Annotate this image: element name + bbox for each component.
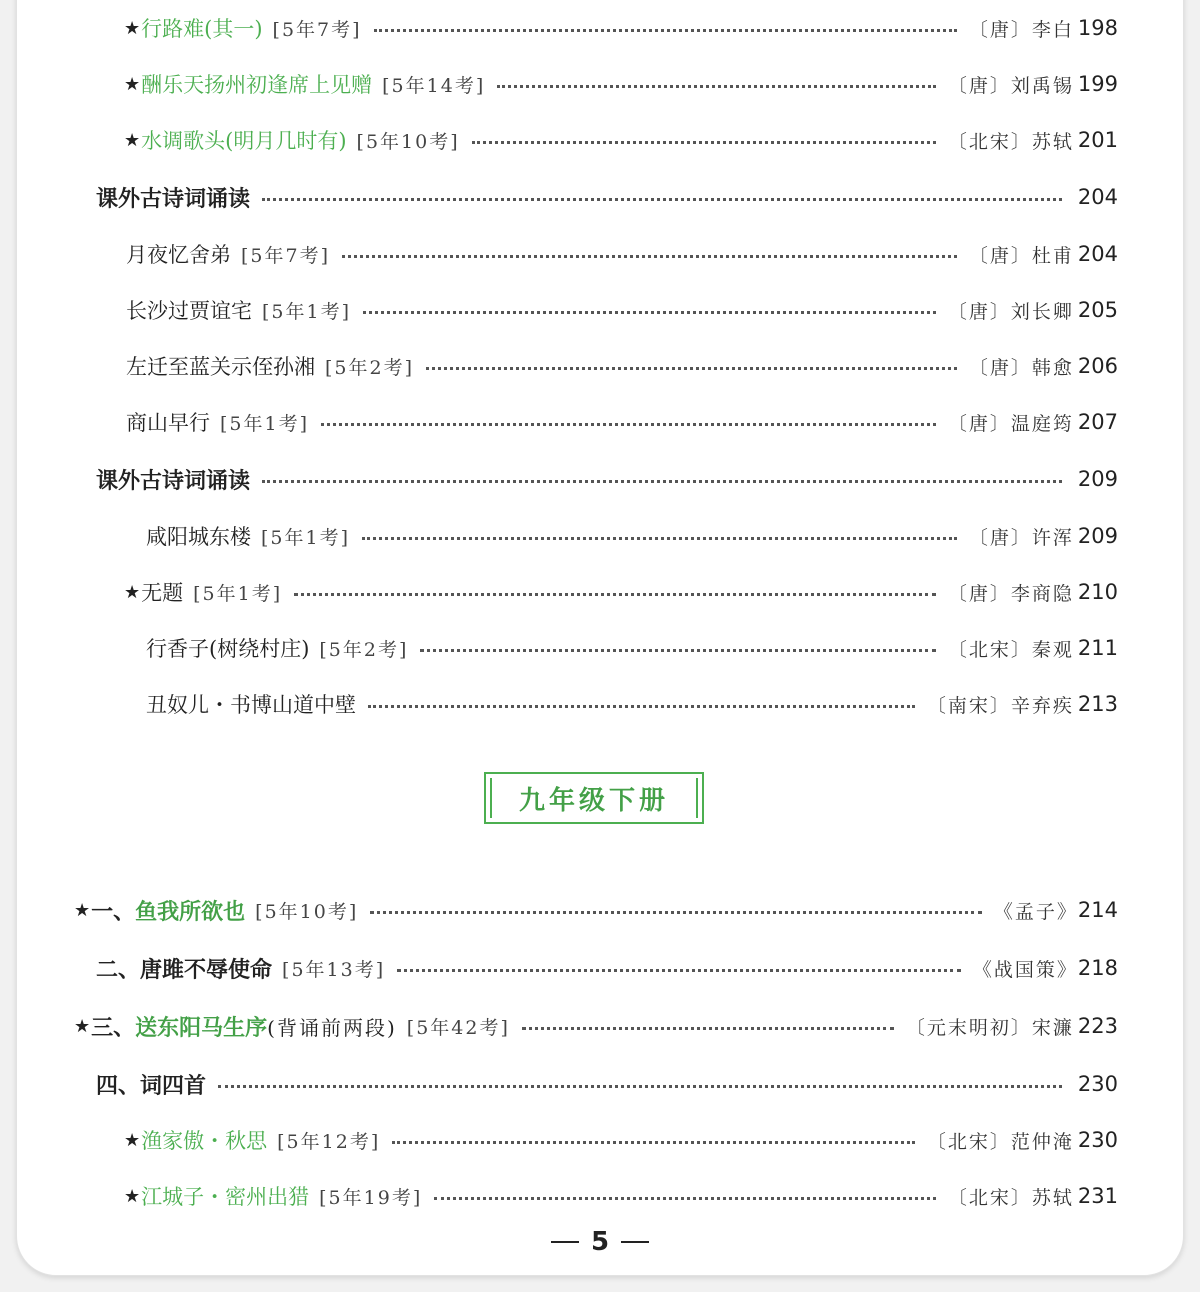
toc-entry[interactable] — [0, 348, 1200, 384]
toc-entry[interactable] — [0, 404, 1200, 440]
entry-author: 《战国策》 — [972, 958, 1078, 981]
entry-subtitle: (背诵前两段) — [267, 1015, 397, 1040]
leader-dots — [218, 1085, 1062, 1088]
star-icon: ★ — [74, 1015, 91, 1037]
toc-entry[interactable] — [0, 630, 1200, 666]
leader-dots — [262, 480, 1062, 483]
entry-title: 送东阳马生序 — [135, 1015, 268, 1041]
entry-title: 长沙过贾谊宅 — [126, 299, 252, 323]
entry-author: 《孟子》 — [993, 900, 1078, 923]
star-icon: ★ — [124, 1129, 141, 1151]
entry-page: 198 — [1077, 16, 1118, 40]
page-footer — [0, 1222, 1200, 1262]
lesson-number: 一、 — [91, 899, 136, 925]
entry-page: 207 — [1077, 410, 1118, 434]
toc-entry[interactable] — [0, 950, 1200, 986]
toc-entry[interactable] — [0, 10, 1200, 46]
leader-dots — [370, 911, 982, 914]
star-icon: ★ — [124, 1185, 141, 1207]
lesson-number: 二、 — [96, 957, 141, 983]
entry-author: 〔北宋〕秦观 — [947, 638, 1074, 661]
leader-dots — [294, 593, 936, 596]
entry-page: 199 — [1077, 72, 1118, 96]
entry-page: 206 — [1077, 354, 1118, 378]
lesson-number: 三、 — [91, 1015, 136, 1041]
entry-title: 水调歌头(明月几时有) — [141, 129, 347, 153]
exam-count: [5年2考] — [325, 356, 415, 379]
entry-title: 商山早行 — [126, 411, 210, 435]
exam-count: [5年1考] — [262, 300, 352, 323]
star-icon: ★ — [124, 581, 141, 603]
entry-author: 〔唐〕韩愈 — [968, 356, 1074, 379]
toc-entry[interactable] — [0, 1122, 1200, 1158]
toc-heading[interactable] — [0, 461, 1200, 497]
star-icon: ★ — [124, 129, 141, 151]
entry-page: 205 — [1077, 298, 1118, 322]
section-heading-title: 课外古诗词诵读 — [96, 468, 251, 494]
toc-entry[interactable] — [0, 574, 1200, 610]
entry-author: 〔北宋〕范仲淹 — [926, 1130, 1074, 1153]
leader-dots — [434, 1197, 936, 1200]
leader-dots — [374, 29, 957, 32]
footer-page-number: 5 — [590, 1227, 610, 1257]
exam-count: [5年7考] — [241, 244, 331, 267]
entry-author: 〔北宋〕苏轼 — [947, 130, 1074, 153]
entry-author: 〔南宋〕辛弃疾 — [926, 694, 1074, 717]
entry-title: 词四首 — [140, 1073, 207, 1099]
entry-author: 〔唐〕李白 — [968, 18, 1074, 41]
entry-page: 204 — [1077, 185, 1118, 209]
lesson-number: 四、 — [96, 1073, 141, 1099]
entry-title: 行路难(其一) — [141, 17, 263, 41]
entry-author: 〔唐〕刘禹锡 — [947, 74, 1074, 97]
entry-author: 〔唐〕李商隐 — [947, 582, 1074, 605]
toc-entry[interactable] — [0, 292, 1200, 328]
exam-count: [5年10考] — [255, 900, 359, 923]
leader-dots — [321, 423, 936, 426]
exam-count: [5年1考] — [193, 582, 283, 605]
entry-title: 丑奴儿・书博山道中壁 — [146, 693, 356, 717]
leader-dots — [368, 705, 915, 708]
section-heading-title: 课外古诗词诵读 — [96, 186, 251, 212]
entry-title: 唐雎不辱使命 — [140, 957, 273, 983]
entry-author: 〔北宋〕苏轼 — [947, 1186, 1074, 1209]
leader-dots — [342, 255, 957, 258]
entry-author: 〔唐〕刘长卿 — [947, 300, 1074, 323]
entry-author: 〔唐〕杜甫 — [968, 244, 1074, 267]
exam-count: [5年14考] — [382, 74, 486, 97]
toc-entry[interactable] — [0, 518, 1200, 554]
entry-page: 209 — [1077, 524, 1118, 548]
leader-dots — [497, 85, 936, 88]
exam-count: [5年1考] — [261, 526, 351, 549]
exam-count: [5年2考] — [319, 638, 409, 661]
entry-page: 230 — [1077, 1072, 1118, 1096]
entry-title: 酬乐天扬州初逢席上见赠 — [141, 73, 373, 97]
star-icon: ★ — [124, 73, 141, 95]
footer-dash-right — [621, 1241, 649, 1243]
toc-entry[interactable] — [0, 1178, 1200, 1214]
leader-dots — [363, 311, 936, 314]
toc-heading[interactable] — [0, 179, 1200, 215]
exam-count: [5年1考] — [220, 412, 310, 435]
toc-entry[interactable] — [0, 236, 1200, 272]
exam-count: [5年42考] — [406, 1016, 510, 1039]
toc-entry[interactable] — [0, 1008, 1200, 1044]
exam-count: [5年7考] — [272, 18, 362, 41]
leader-dots — [262, 198, 1062, 201]
entry-page: 230 — [1077, 1128, 1118, 1152]
entry-title: 江城子・密州出猎 — [141, 1185, 310, 1209]
toc-entry[interactable] — [0, 66, 1200, 102]
entry-author: 〔唐〕许浑 — [968, 526, 1074, 549]
entry-page: 201 — [1077, 128, 1118, 152]
entry-author: 〔唐〕温庭筠 — [947, 412, 1074, 435]
exam-count: [5年13考] — [282, 958, 386, 981]
footer-dash-left — [551, 1241, 579, 1243]
entry-title: 鱼我所欲也 — [135, 899, 246, 925]
leader-dots — [522, 1027, 894, 1030]
entry-page: 214 — [1077, 898, 1118, 922]
leader-dots — [426, 367, 957, 370]
toc-entry[interactable] — [0, 686, 1200, 722]
entry-author: 〔元末明初〕宋濂 — [905, 1016, 1074, 1039]
leader-dots — [420, 649, 935, 652]
toc-entry[interactable] — [0, 122, 1200, 158]
entry-title: 左迁至蓝关示侄孙湘 — [126, 355, 315, 379]
leader-dots — [472, 141, 936, 144]
leader-dots — [397, 969, 961, 972]
entry-page: 218 — [1077, 956, 1118, 980]
entry-title: 渔家傲・秋思 — [141, 1129, 268, 1153]
exam-count: [5年19考] — [319, 1186, 423, 1209]
exam-count: [5年10考] — [356, 130, 460, 153]
entry-page: 223 — [1077, 1014, 1118, 1038]
toc-entry[interactable] — [0, 892, 1200, 928]
entry-title: 咸阳城东楼 — [146, 525, 251, 549]
entry-title: 行香子(树绕村庄) — [146, 637, 310, 661]
volume-section-title: 九年级下册 — [518, 785, 669, 816]
entry-page: 210 — [1077, 580, 1118, 604]
leader-dots — [392, 1141, 915, 1144]
entry-page: 231 — [1077, 1184, 1118, 1208]
exam-count: [5年12考] — [277, 1130, 381, 1153]
star-icon: ★ — [74, 899, 91, 921]
leader-dots — [362, 537, 957, 540]
entry-page: 209 — [1077, 467, 1118, 491]
star-icon: ★ — [124, 17, 141, 39]
volume-section-heading — [484, 772, 704, 824]
entry-page: 211 — [1077, 636, 1118, 660]
entry-page: 204 — [1077, 242, 1118, 266]
entry-title: 无题 — [141, 581, 184, 605]
entry-title: 月夜忆舍弟 — [126, 243, 231, 267]
toc-entry[interactable] — [0, 1066, 1200, 1102]
entry-page: 213 — [1077, 692, 1118, 716]
